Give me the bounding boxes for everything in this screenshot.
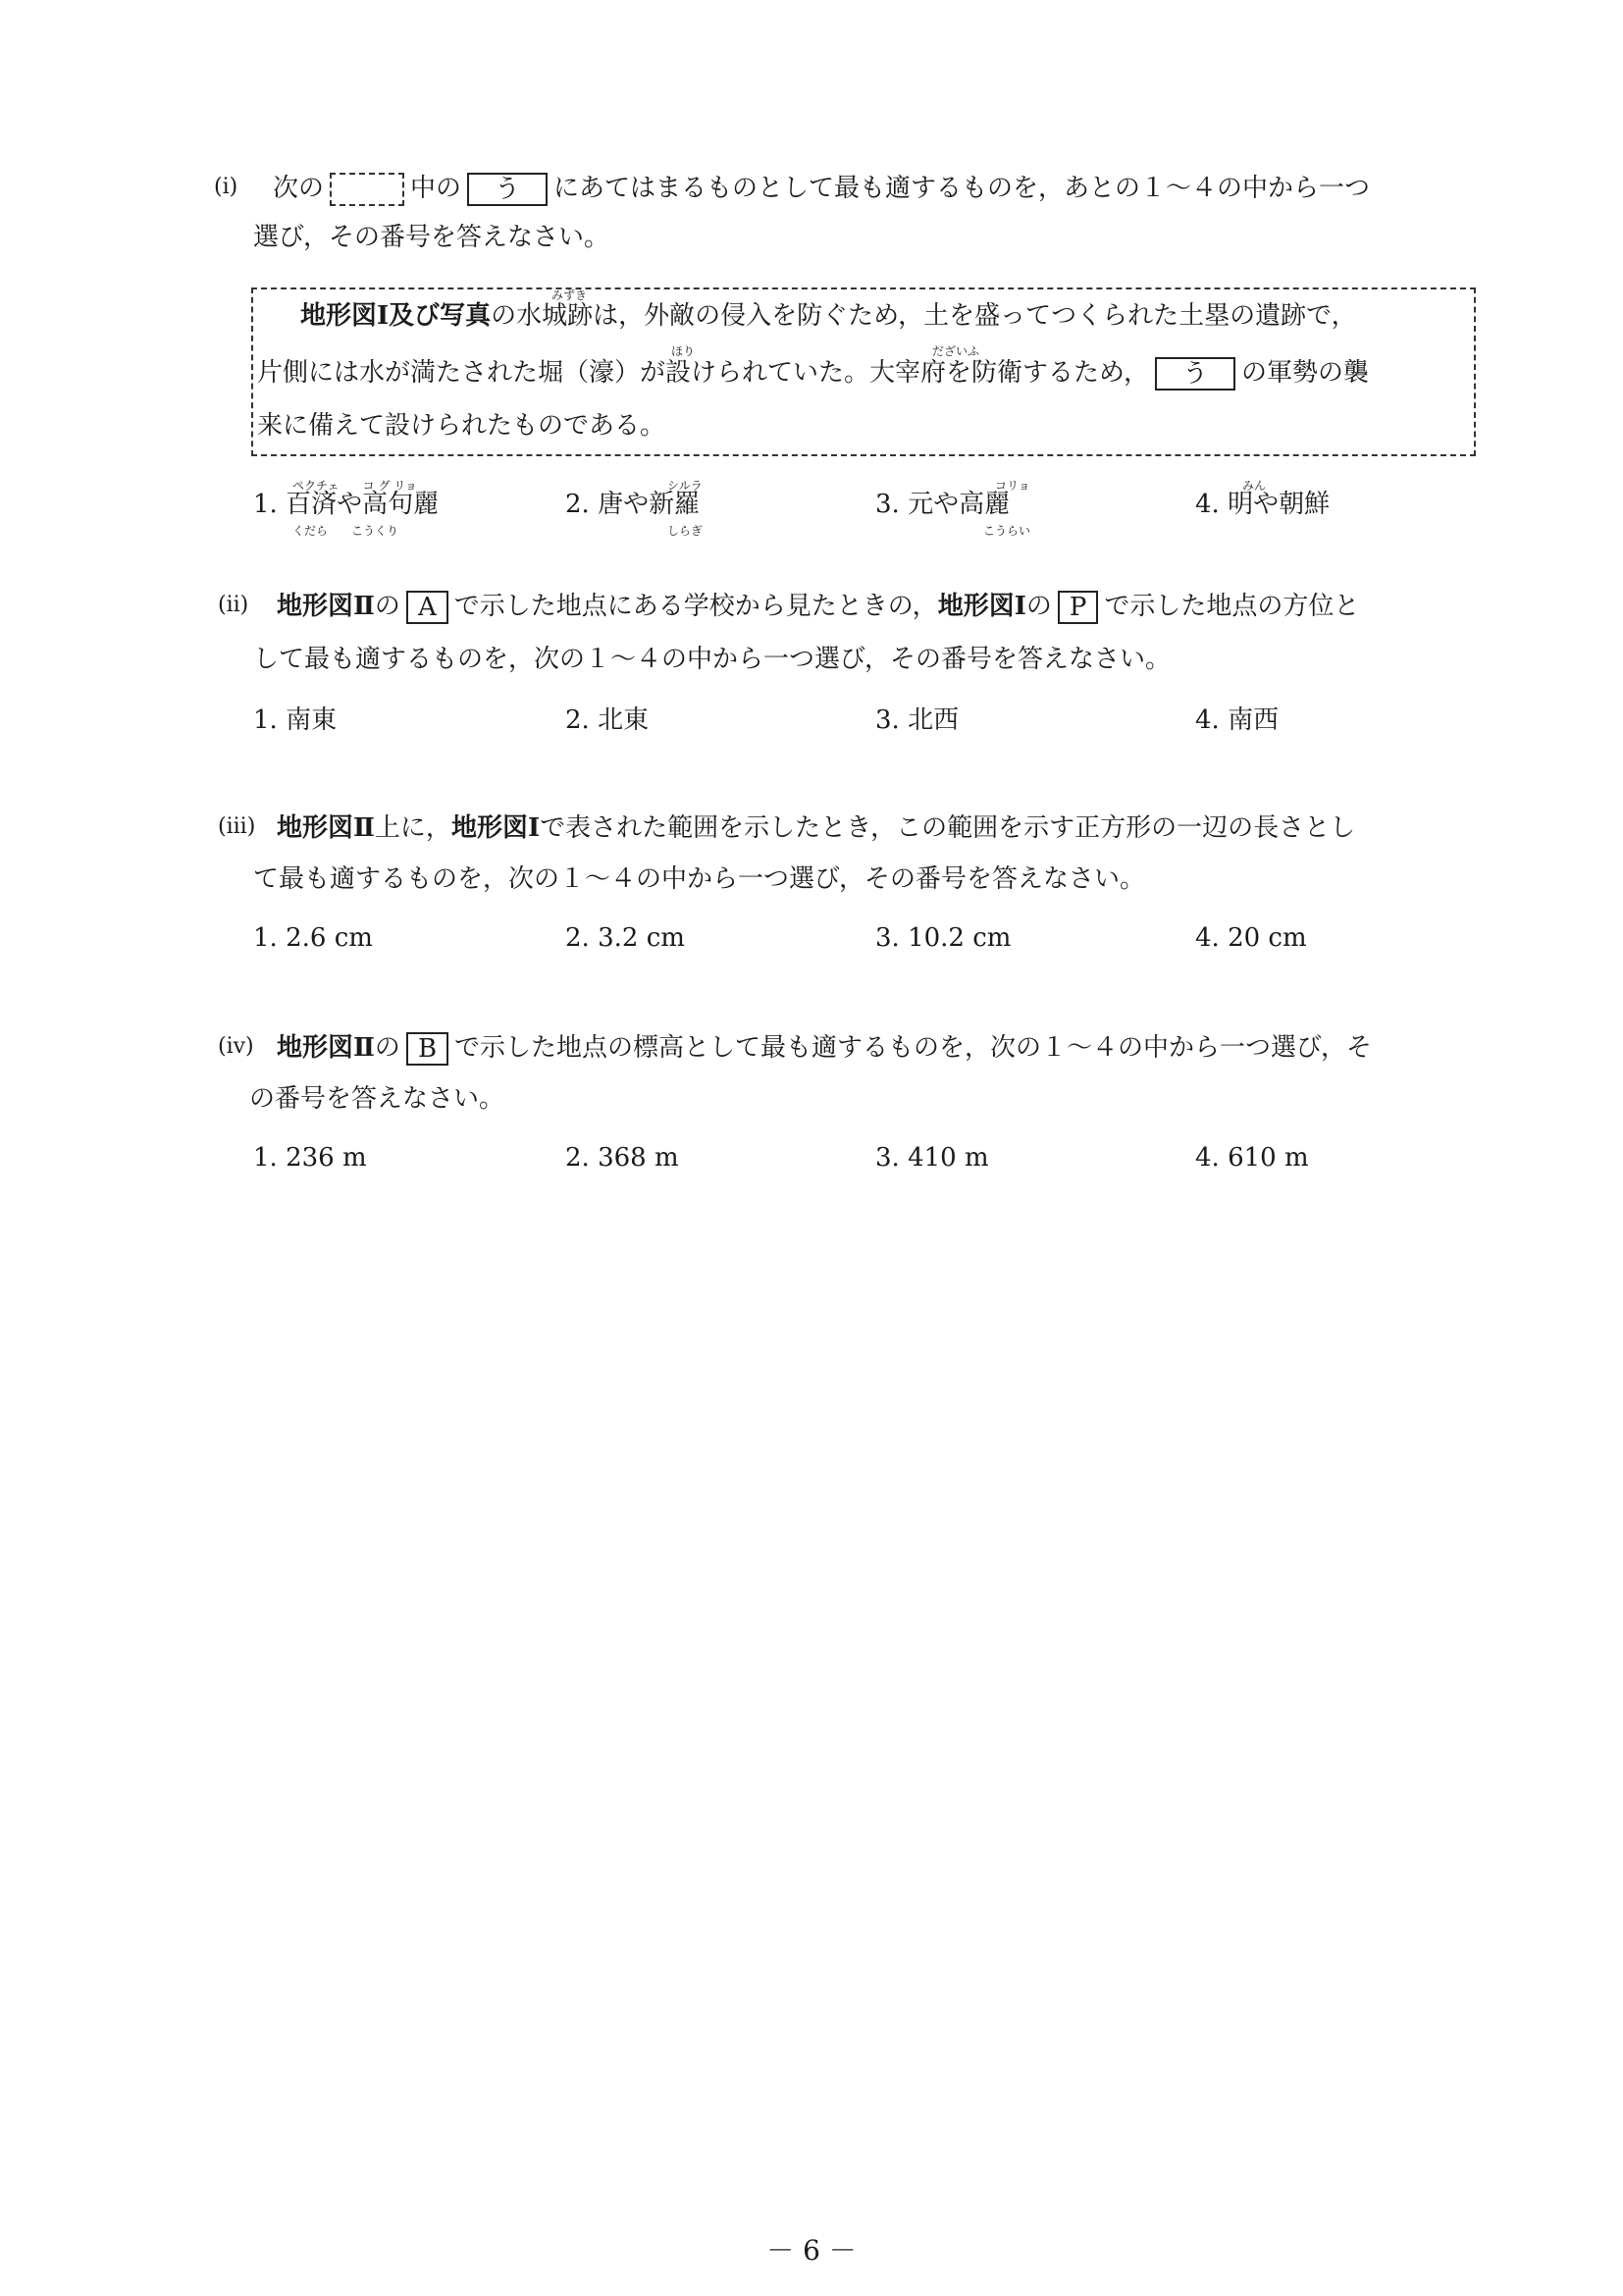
question-text: 次の 中の う にあてはまるものとして最も適するものを，あとの１～４の中から一つ bbox=[273, 174, 1371, 204]
ruby-top: ペクチェ コ グ リョ bbox=[292, 479, 417, 493]
blank-box: う bbox=[1155, 357, 1235, 391]
choice-item: 4. 明や朝鮮 bbox=[1195, 490, 1331, 519]
question-number: (ii) bbox=[218, 593, 249, 617]
label-box-A: A bbox=[406, 591, 448, 624]
question-text-line2: して最も適するものを，次の１～４の中から一つ選び，その番号を答えなさい。 bbox=[253, 645, 1171, 674]
ruby-bottom: くだら こうくり bbox=[292, 524, 399, 538]
label-box-P: P bbox=[1058, 591, 1099, 624]
question-number: (iv) bbox=[218, 1034, 254, 1059]
blank-box: う bbox=[467, 173, 548, 206]
ruby-dazaifu: だざいふ bbox=[932, 344, 980, 358]
choice-item: 2. 北東 bbox=[565, 705, 650, 735]
choice-item: 1. 236 m bbox=[253, 1143, 367, 1173]
ruby-mizuki: みずき bbox=[551, 288, 588, 302]
choice-item: 4. 610 m bbox=[1195, 1143, 1309, 1173]
ruby-top: シルラ bbox=[667, 479, 703, 493]
question-text-line2: の番号を答えなさい。 bbox=[249, 1084, 505, 1114]
ruby-top: コリョ bbox=[995, 479, 1030, 493]
choice-item: 3. 元や高麗 bbox=[875, 490, 1011, 519]
choice-item: 1. 百済や高句麗 bbox=[253, 490, 440, 519]
ruby-bottom: こうらい bbox=[983, 524, 1031, 538]
label-box-B: B bbox=[406, 1032, 448, 1066]
ruby-top: みん bbox=[1242, 479, 1267, 493]
choice-item: 2. 368 m bbox=[565, 1143, 679, 1173]
choice-item: 1. 南東 bbox=[253, 705, 338, 735]
ruby-bottom: しらぎ bbox=[667, 524, 704, 538]
question-number: (i) bbox=[214, 175, 238, 199]
ruby-hori: ほり bbox=[671, 344, 696, 358]
question-text-line2: て最も適するものを，次の１～４の中から一つ選び，その番号を答えなさい。 bbox=[253, 864, 1145, 894]
question-text: 地形図Ⅱの A で示した地点にある学校から見たときの，地形図Ⅰの P で示した地点の方位と bbox=[277, 592, 1360, 622]
choice-item: 1. 2.6 cm bbox=[253, 923, 373, 953]
choice-item: 4. 20 cm bbox=[1195, 923, 1307, 953]
question-text: 地形図Ⅱ上に，地形図Ⅰで表された範囲を示したとき，この範囲を示す正方形の一辺の長さとし bbox=[277, 813, 1356, 843]
choice-item: 2. 3.2 cm bbox=[565, 923, 685, 953]
choice-item: 3. 10.2 cm bbox=[875, 923, 1012, 953]
choice-item: 4. 南西 bbox=[1195, 705, 1280, 735]
page-number: － 6 － bbox=[766, 2234, 857, 2267]
passage-line2: 片側には水が満たされた堀（濠）が設けられていた。大宰府を防衛するため， う の軍勢の襲 bbox=[257, 358, 1369, 389]
question-number: (iii) bbox=[218, 814, 256, 839]
passage-line1: 地形図Ⅰ及び写真の水城跡は，外敵の侵入を防ぐため，土を盛ってつくられた土塁の遺跡で， bbox=[300, 301, 1357, 331]
question-text: 地形図Ⅱの B で示した地点の標高として最も適するものを，次の１～４の中から一つ選び，そ bbox=[277, 1033, 1373, 1064]
choice-item: 3. 410 m bbox=[875, 1143, 989, 1173]
choice-item: 3. 北西 bbox=[875, 705, 960, 735]
passage-line3: 来に備えて設けられたものである。 bbox=[257, 411, 666, 441]
question-text-line2: 選び，その番号を答えなさい。 bbox=[253, 223, 609, 252]
choice-item: 2. 唐や新羅 bbox=[565, 490, 701, 519]
dashed-box-placeholder bbox=[330, 173, 404, 206]
